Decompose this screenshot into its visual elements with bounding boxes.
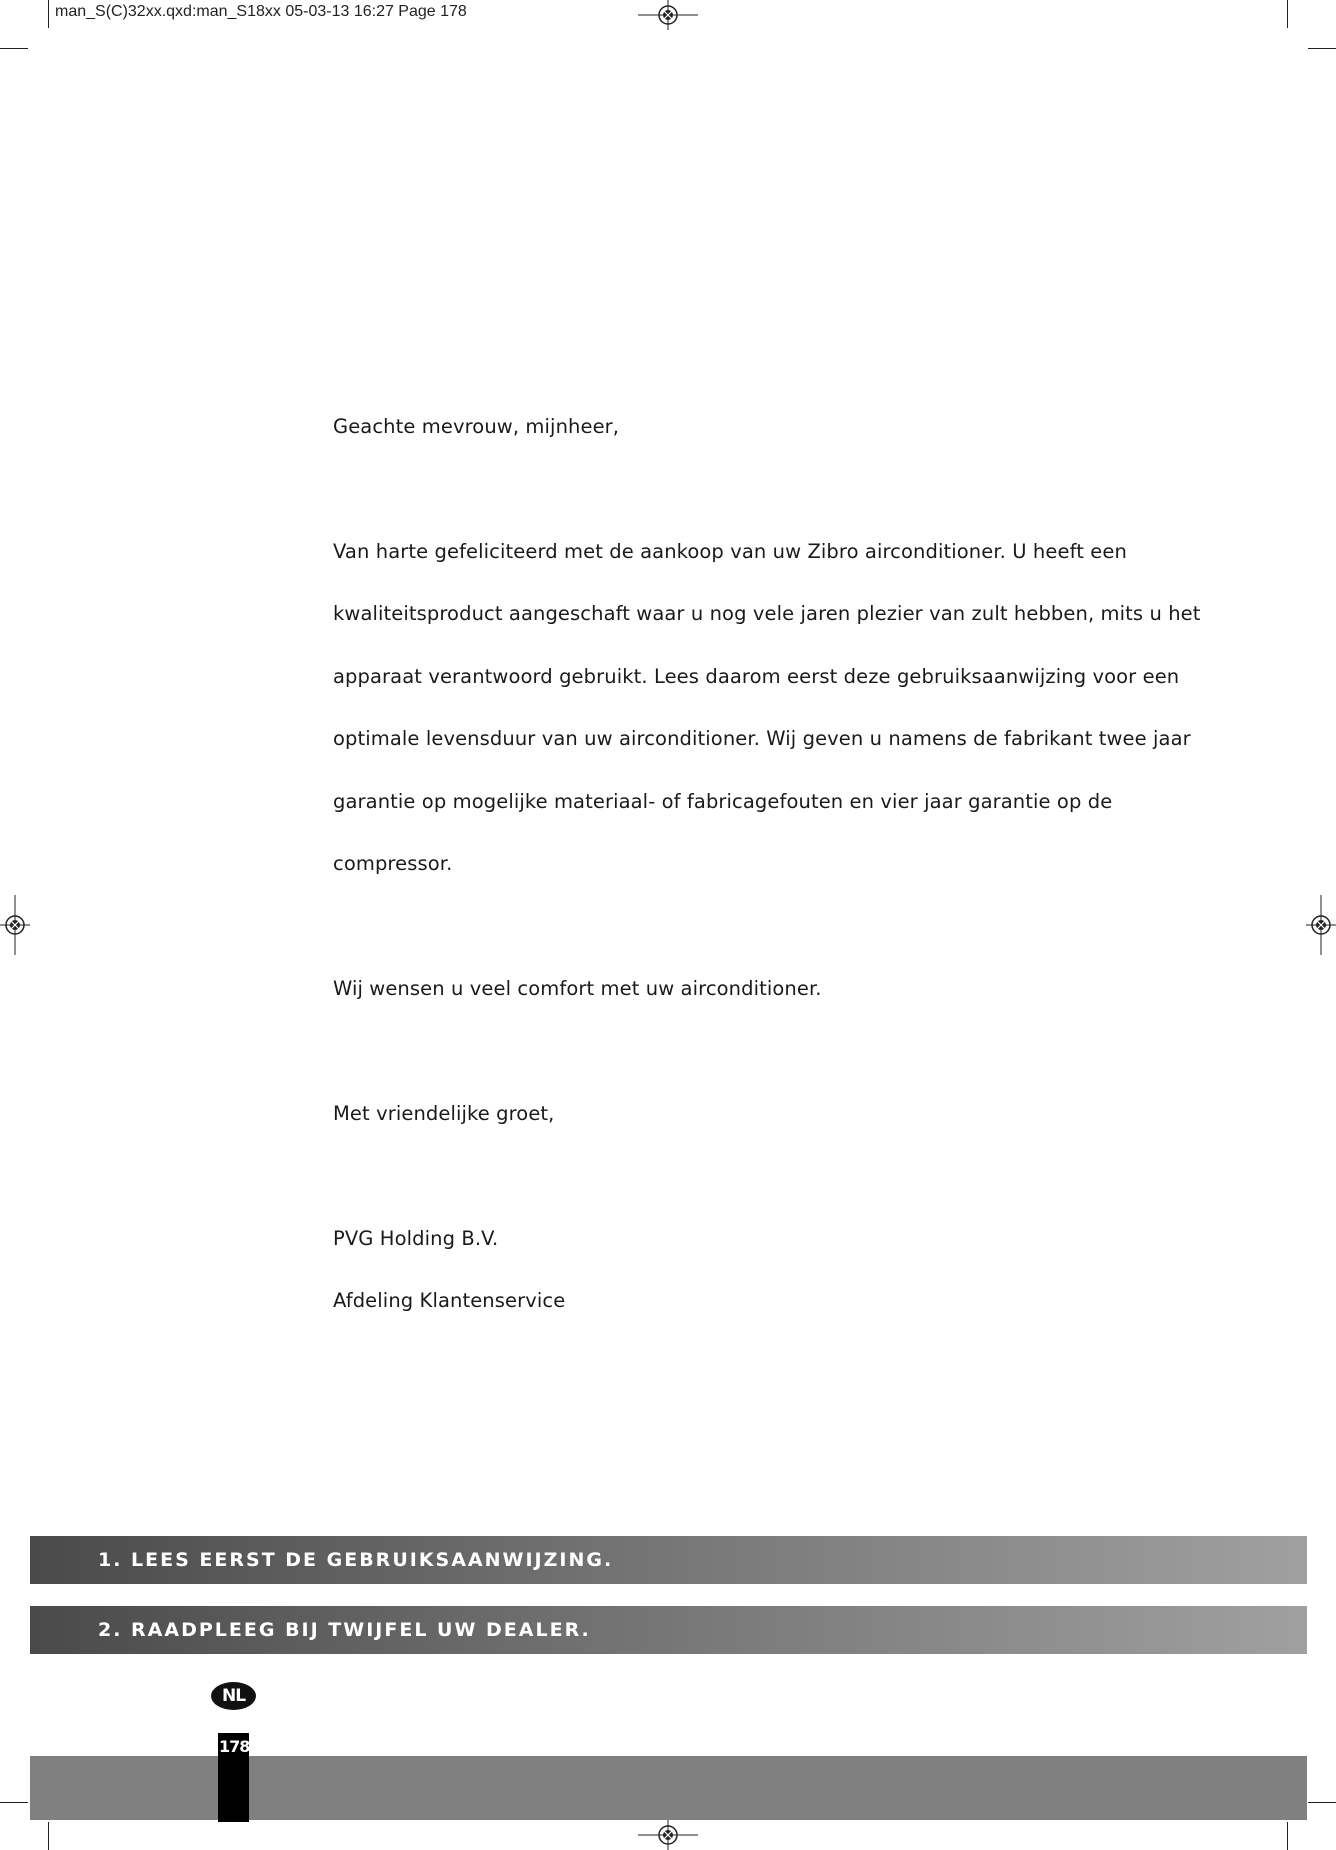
registration-mark-left-icon <box>0 895 30 955</box>
body-line: optimale levensduur van uw airconditioner. Wij geven u namens de fabrikant twee jaar <box>333 727 1191 750</box>
instruction-banner-text: 1. LEES EERST DE GEBRUIKSAANWIJZING. <box>98 1549 614 1571</box>
registration-mark-right-icon <box>1306 895 1336 955</box>
instruction-banner-2 <box>30 1606 1307 1654</box>
print-slug: man_S(C)32xx.qxd:man_S18xx 05-03-13 16:27 Page 178 <box>55 3 467 20</box>
body-line: Van harte gefeliciteerd met de aankoop van uw Zibro airconditioner. U heeft een <box>333 540 1127 563</box>
department-name: Afdeling Klantenservice <box>333 1289 566 1312</box>
crop-mark-top-right-h <box>1308 48 1336 49</box>
instruction-banner-1 <box>30 1536 1307 1584</box>
crop-mark-bottom-left-v <box>48 1822 49 1850</box>
instruction-banner-text: 2. RAADPLEEG BIJ TWIJFEL UW DEALER. <box>98 1619 591 1641</box>
page-number: 178 <box>219 1737 250 1756</box>
registration-mark-bottom-icon <box>638 1820 698 1850</box>
body-line: apparaat verantwoord gebruikt. Lees daarom eerst deze gebruiksaanwijzing voor een <box>333 665 1180 688</box>
salutation: Geachte mevrouw, mijnheer, <box>333 415 620 438</box>
crop-mark-top-left-h <box>0 48 28 49</box>
wish-line: Wij wensen u veel comfort met uw airconditioner. <box>333 977 822 1000</box>
body-line: compressor. <box>333 852 453 875</box>
crop-mark-bottom-left-h <box>0 1802 28 1803</box>
crop-mark-bottom-right-v <box>1287 1822 1288 1850</box>
registration-mark-top-icon <box>638 0 698 30</box>
crop-mark-bottom-right-h <box>1308 1802 1336 1803</box>
language-badge: NL <box>211 1682 256 1710</box>
company-name: PVG Holding B.V. <box>333 1227 499 1250</box>
crop-mark-top-right-v <box>1287 0 1288 28</box>
closing-line: Met vriendelijke groet, <box>333 1102 555 1125</box>
body-line: kwaliteitsproduct aangeschaft waar u nog vele jaren plezier van zult hebben, mits u het <box>333 602 1201 625</box>
crop-mark-top-left-v <box>48 0 49 28</box>
body-line: garantie op mogelijke materiaal- of fabricagefouten en vier jaar garantie op de <box>333 790 1113 813</box>
